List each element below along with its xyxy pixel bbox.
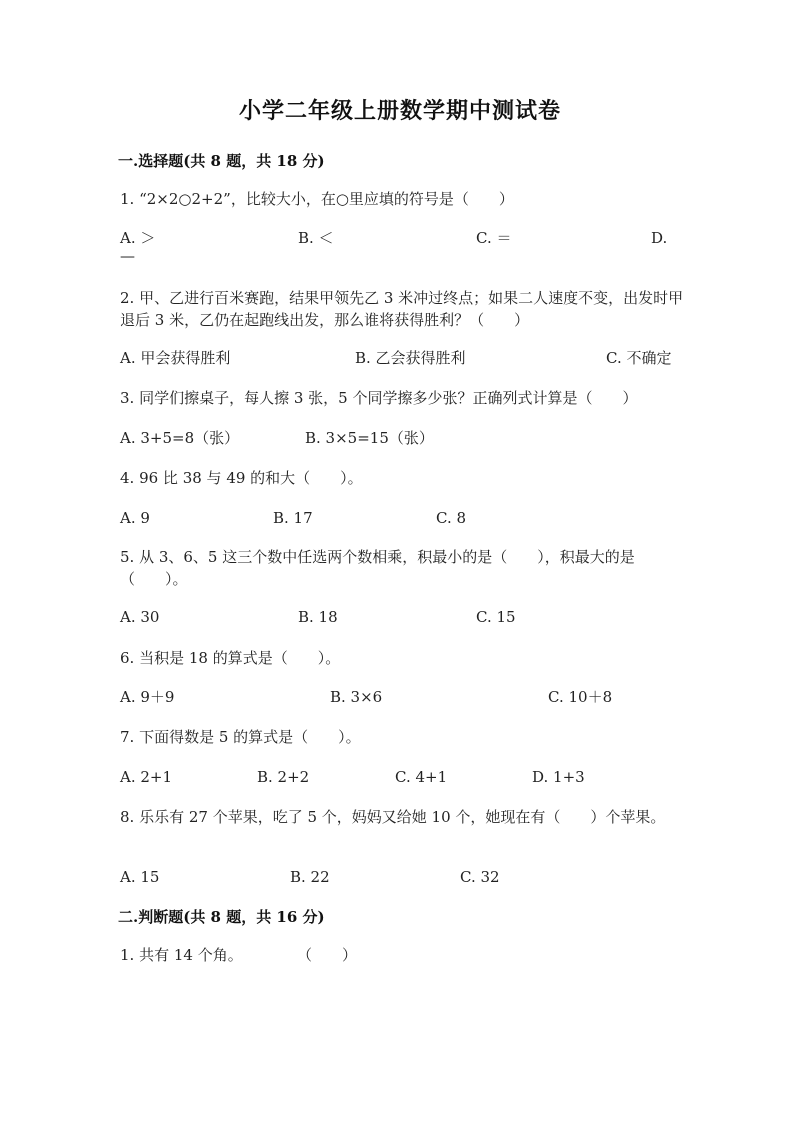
question-5: 5. 从 3、6、5 这三个数中任选两个数相乘，积最小的是（ ），积最大的是（ ）。: [120, 548, 635, 588]
question-6-option-a: A. 9＋9: [120, 688, 175, 706]
question-7-option-a: A. 2+1: [120, 768, 173, 786]
question-2-option-c: C. 不确定: [606, 349, 672, 367]
question-6: 6. 当积是 18 的算式是（ ）。: [120, 649, 341, 667]
question-4-option-b: B. 17: [273, 509, 313, 527]
section-heading-choice: 一.选择题(共 8 题，共 18 分): [118, 152, 325, 170]
question-3-option-b: B. 3×5=15（张）: [305, 429, 434, 447]
question-7-option-d: D. 1+3: [532, 768, 585, 786]
question-7-option-c: C. 4+1: [395, 768, 448, 786]
question-1-option-d: D.: [651, 229, 668, 247]
question-6-option-c: C. 10＋8: [548, 688, 613, 706]
question-4-option-c: C. 8: [436, 509, 467, 527]
question-1: 1. “2×2○2+2”，比较大小，在○里应填的符号是（ ）: [120, 190, 514, 208]
question-3: 3. 同学们擦桌子，每人擦 3 张，5 个同学擦多少张？正确列式计算是（ ）: [120, 389, 638, 407]
section-heading-true-false: 二.判断题(共 8 题，共 16 分): [118, 908, 325, 926]
question-8-option-a: A. 15: [120, 868, 160, 886]
judge-question-1: 1. 共有 14 个角。: [120, 946, 243, 964]
question-2-option-b: B. 乙会获得胜利: [355, 349, 466, 367]
question-7-option-b: B. 2+2: [257, 768, 310, 786]
question-4: 4. 96 比 38 与 49 的和大（ ）。: [120, 469, 363, 487]
question-8-option-b: B. 22: [290, 868, 330, 886]
question-2: 2. 甲、乙进行百米赛跑，结果甲领先乙 3 米冲过终点；如果二人速度不变，出发时甲退后 3 米，乙仍在起跑线出发，那么谁将获得胜利？（ ）: [120, 289, 684, 329]
question-4-option-a: A. 9: [120, 509, 150, 527]
judge-question-1-answer-blank: （ ）: [297, 946, 358, 964]
page-title: 小学二年级上册数学期中测试卷: [238, 98, 561, 124]
question-1-option-a: A. ＞: [120, 229, 156, 247]
question-1-option-c: C. ＝: [476, 229, 512, 247]
question-7: 7. 下面得数是 5 的算式是（ ）。: [120, 728, 361, 746]
question-6-option-b: B. 3×6: [330, 688, 383, 706]
question-5-option-b: B. 18: [298, 608, 338, 626]
question-5-option-c: C. 15: [476, 608, 516, 626]
question-1-option-d-value: —: [120, 247, 135, 265]
question-2-option-a: A. 甲会获得胜利: [120, 349, 231, 367]
question-3-option-a: A. 3+5=8（张）: [120, 429, 240, 447]
question-1-option-b: B. ＜: [298, 229, 334, 247]
question-8: 8. 乐乐有 27 个苹果，吃了 5 个，妈妈又给她 10 个，她现在有（ ）个苹果。: [120, 808, 666, 826]
question-5-option-a: A. 30: [120, 608, 160, 626]
question-8-option-c: C. 32: [460, 868, 500, 886]
